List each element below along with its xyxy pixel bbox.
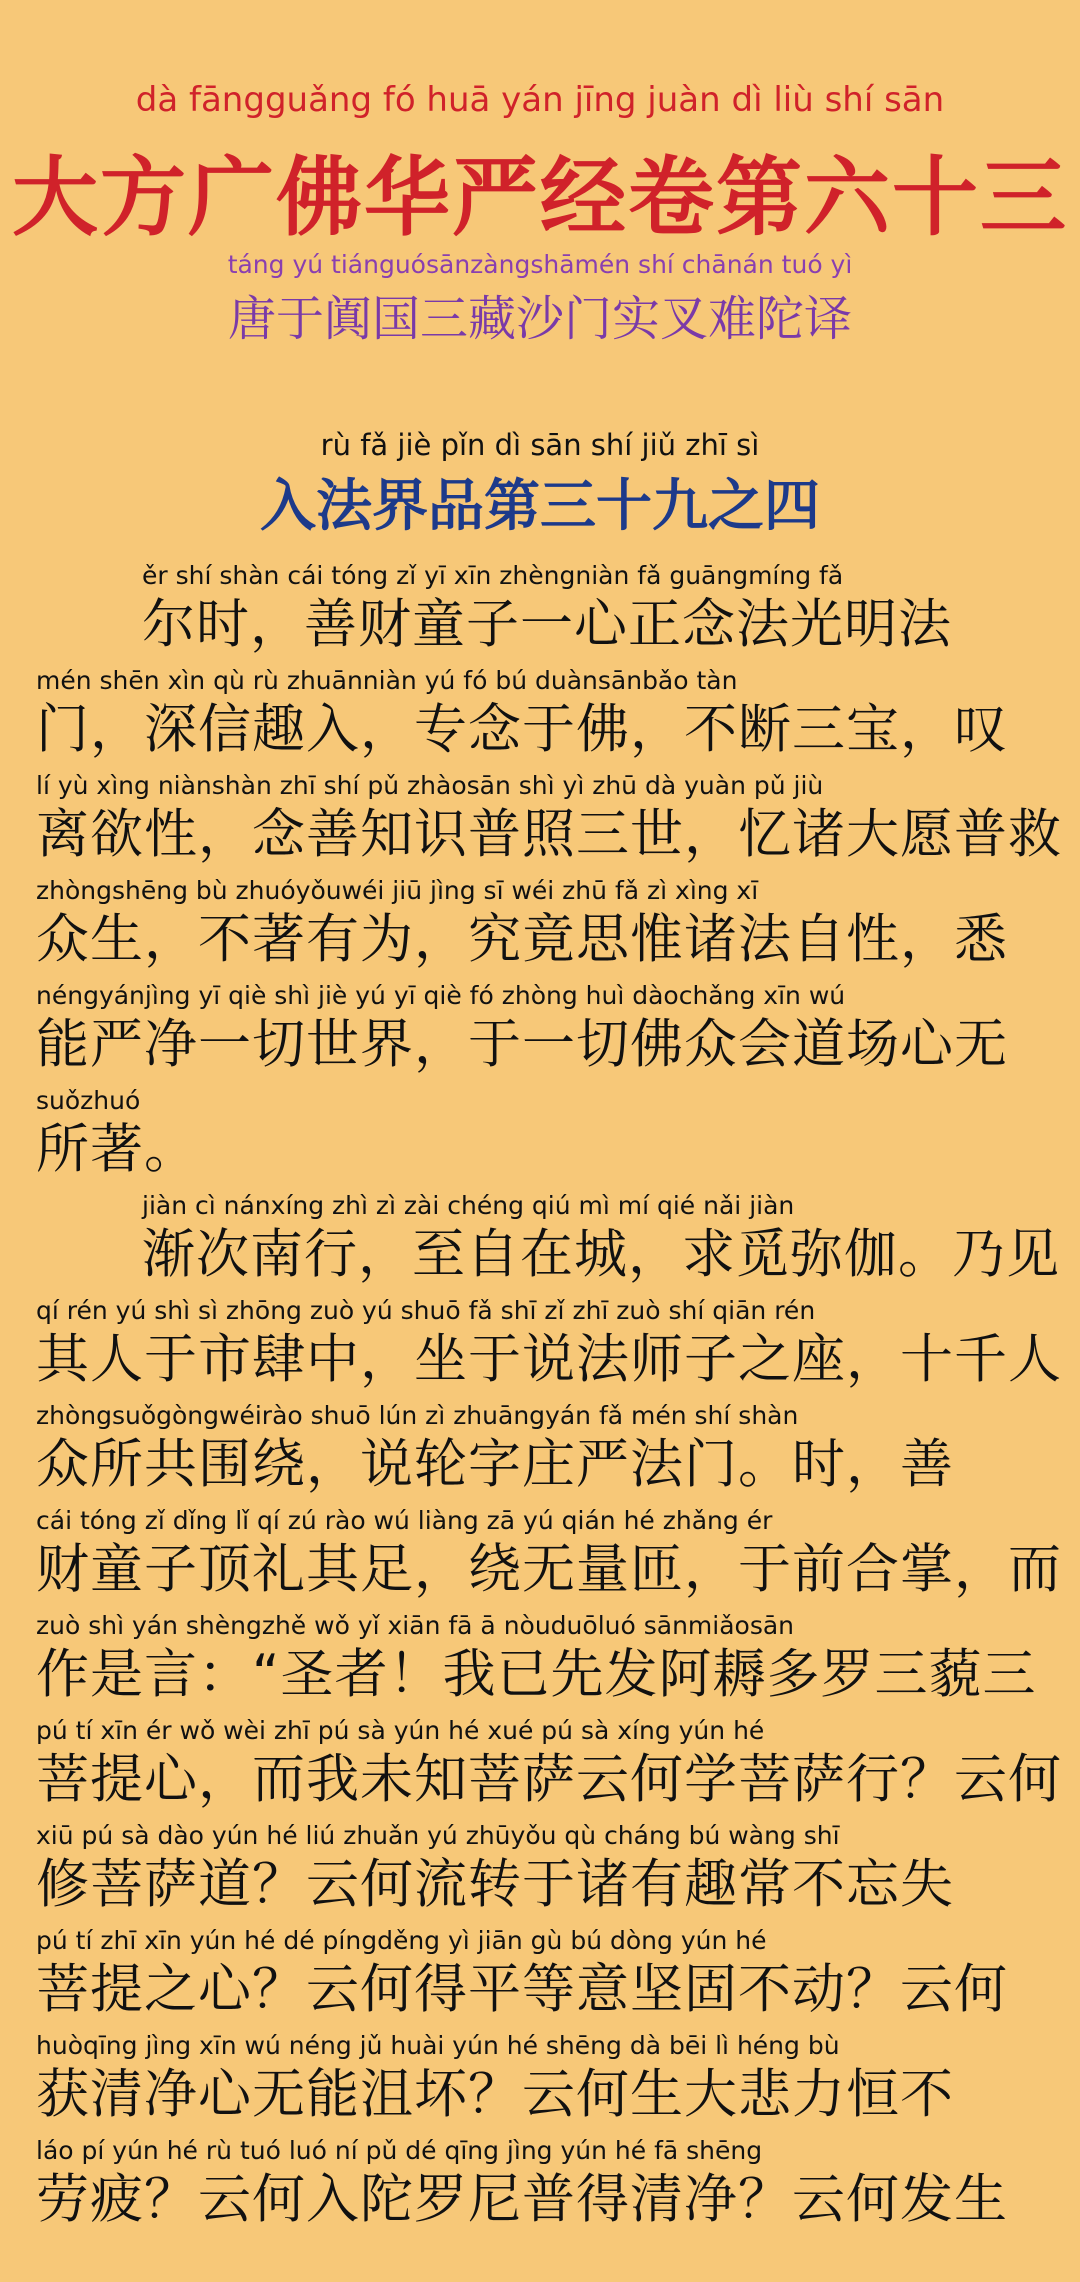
text-line [36, 2030, 1046, 2128]
text-line [36, 875, 1046, 973]
title-pinyin: dà fāngguǎng fó huā yán jīng juàn dì liù shí sān [135, 80, 945, 120]
line-pinyin: pú tí xīn ér wǒ wèi zhī pú sà yún hé xué pú sà xíng yún hé [36, 1716, 765, 1745]
line-text: 众所共围绕，说轮字庄严法门。时，善 [36, 1434, 954, 1495]
line-pinyin: huòqīng jìng xīn wú néng jǔ huài yún hé shēng dà bēi lì héng bù [36, 2031, 840, 2060]
line-text: 众生，不著有为，究竟思惟诸法自性，悉 [36, 909, 1008, 970]
text-line [36, 770, 1062, 868]
line-pinyin: cái tóng zǐ dǐng lǐ qí zú rào wú liàng zā yú qián hé zhǎng ér [36, 1506, 773, 1535]
text-line [36, 1400, 1046, 1498]
line-pinyin: zhòngshēng bù zhuóyǒuwéi jiū jìng sī wéi zhū fǎ zì xìng xī [36, 876, 759, 905]
page-title: 大方广佛华严经卷第六十三 [12, 148, 1068, 248]
line-pinyin: pú tí zhī xīn yún hé dé píngděng yì jiān gù bú dòng yún hé [36, 1926, 767, 1955]
line-text: 劳疲？云何入陀罗尼普得清净？云何发生 [36, 2169, 1008, 2230]
text-line [36, 1820, 1046, 1918]
line-pinyin: lí yù xìng niànshàn zhī shí pǔ zhàosān shì yì zhū dà yuàn pǔ jiù [36, 771, 824, 800]
text-line [36, 1505, 1062, 1603]
line-pinyin: zuò shì yán shèngzhě wǒ yǐ xiān fā ā nòuduōluó sānmiǎosān [36, 1611, 795, 1640]
line-pinyin: ěr shí shàn cái tóng zǐ yī xīn zhèngniàn fǎ guāngmíng fǎ [142, 561, 844, 590]
line-pinyin: zhòngsuǒgòngwéirào shuō lún zì zhuāngyán fǎ mén shí shàn [36, 1401, 799, 1430]
line-pinyin: néngyánjìng yī qiè shì jiè yú yī qiè fó zhòng huì dàochǎng xīn wú [36, 981, 846, 1010]
line-pinyin: xiū pú sà dào yún hé liú zhuǎn yú zhūyǒu qù cháng bú wàng shī [36, 1821, 840, 1850]
line-pinyin: jiàn cì nánxíng zhì zì zài chéng qiú mì mí qié nǎi jiàn [142, 1191, 795, 1220]
translator-pinyin: táng yú tiánguósānzàngshāmén shí chānán tuó yì [227, 250, 853, 279]
translator-credit: 唐于阗国三藏沙门实叉难陀译 [227, 291, 852, 347]
line-text: 能严净一切世界，于一切佛众会道场心无 [36, 1014, 1008, 1075]
text-line [36, 560, 1080, 658]
text-line [36, 1715, 1062, 1813]
line-text: 菩提心，而我未知菩萨云何学菩萨行？云何 [36, 1749, 1062, 1810]
text-line [36, 980, 1046, 1078]
text-line [36, 1925, 1046, 2023]
text-line [36, 1295, 1062, 1393]
line-text: 修菩萨道？云何流转于诸有趣常不忘失 [36, 1854, 954, 1915]
line-text: 菩提之心？云何得平等意坚固不动？云何 [36, 1959, 1008, 2020]
line-text: 渐次南行，至自在城，求觅弥伽。乃见 [142, 1224, 1060, 1285]
line-pinyin: suǒzhuó [36, 1086, 141, 1115]
text-line [36, 2135, 1046, 2233]
line-text: 作是言：“圣者！我已先发阿耨多罗三藐三 [36, 1644, 1037, 1705]
line-text: 其人于市肆中，坐于说法师子之座，十千人 [36, 1329, 1062, 1390]
line-text: 所著。 [36, 1119, 198, 1180]
line-text: 尔时，善财童子一心正念法光明法 [142, 594, 952, 655]
line-text: 离欲性，念善知识普照三世，忆诸大愿普救 [36, 804, 1062, 865]
line-pinyin: mén shēn xìn qù rù zhuānniàn yú fó bú duànsānbǎo tàn [36, 666, 738, 695]
text-line [36, 1610, 1046, 1708]
line-text: 门，深信趣入，专念于佛，不断三宝，叹 [36, 699, 1008, 760]
text-line [36, 665, 1046, 763]
line-text: 财童子顶礼其足，绕无量匝，于前合掌，而 [36, 1539, 1062, 1600]
text-line [36, 1085, 1046, 1183]
line-pinyin: láo pí yún hé rù tuó luó ní pǔ dé qīng jìng yún hé fā shēng [36, 2136, 763, 2165]
line-pinyin: qí rén yú shì sì zhōng zuò yú shuō fǎ shī zǐ zhī zuò shí qiān rén [36, 1296, 816, 1325]
chapter-pinyin: rù fǎ jiè pǐn dì sān shí jiǔ zhī sì [320, 428, 760, 462]
chapter-title: 入法界品第三十九之四 [260, 474, 820, 539]
line-text: 获清净心无能沮坏？云何生大悲力恒不 [36, 2064, 954, 2125]
text-line [36, 1190, 1080, 1288]
